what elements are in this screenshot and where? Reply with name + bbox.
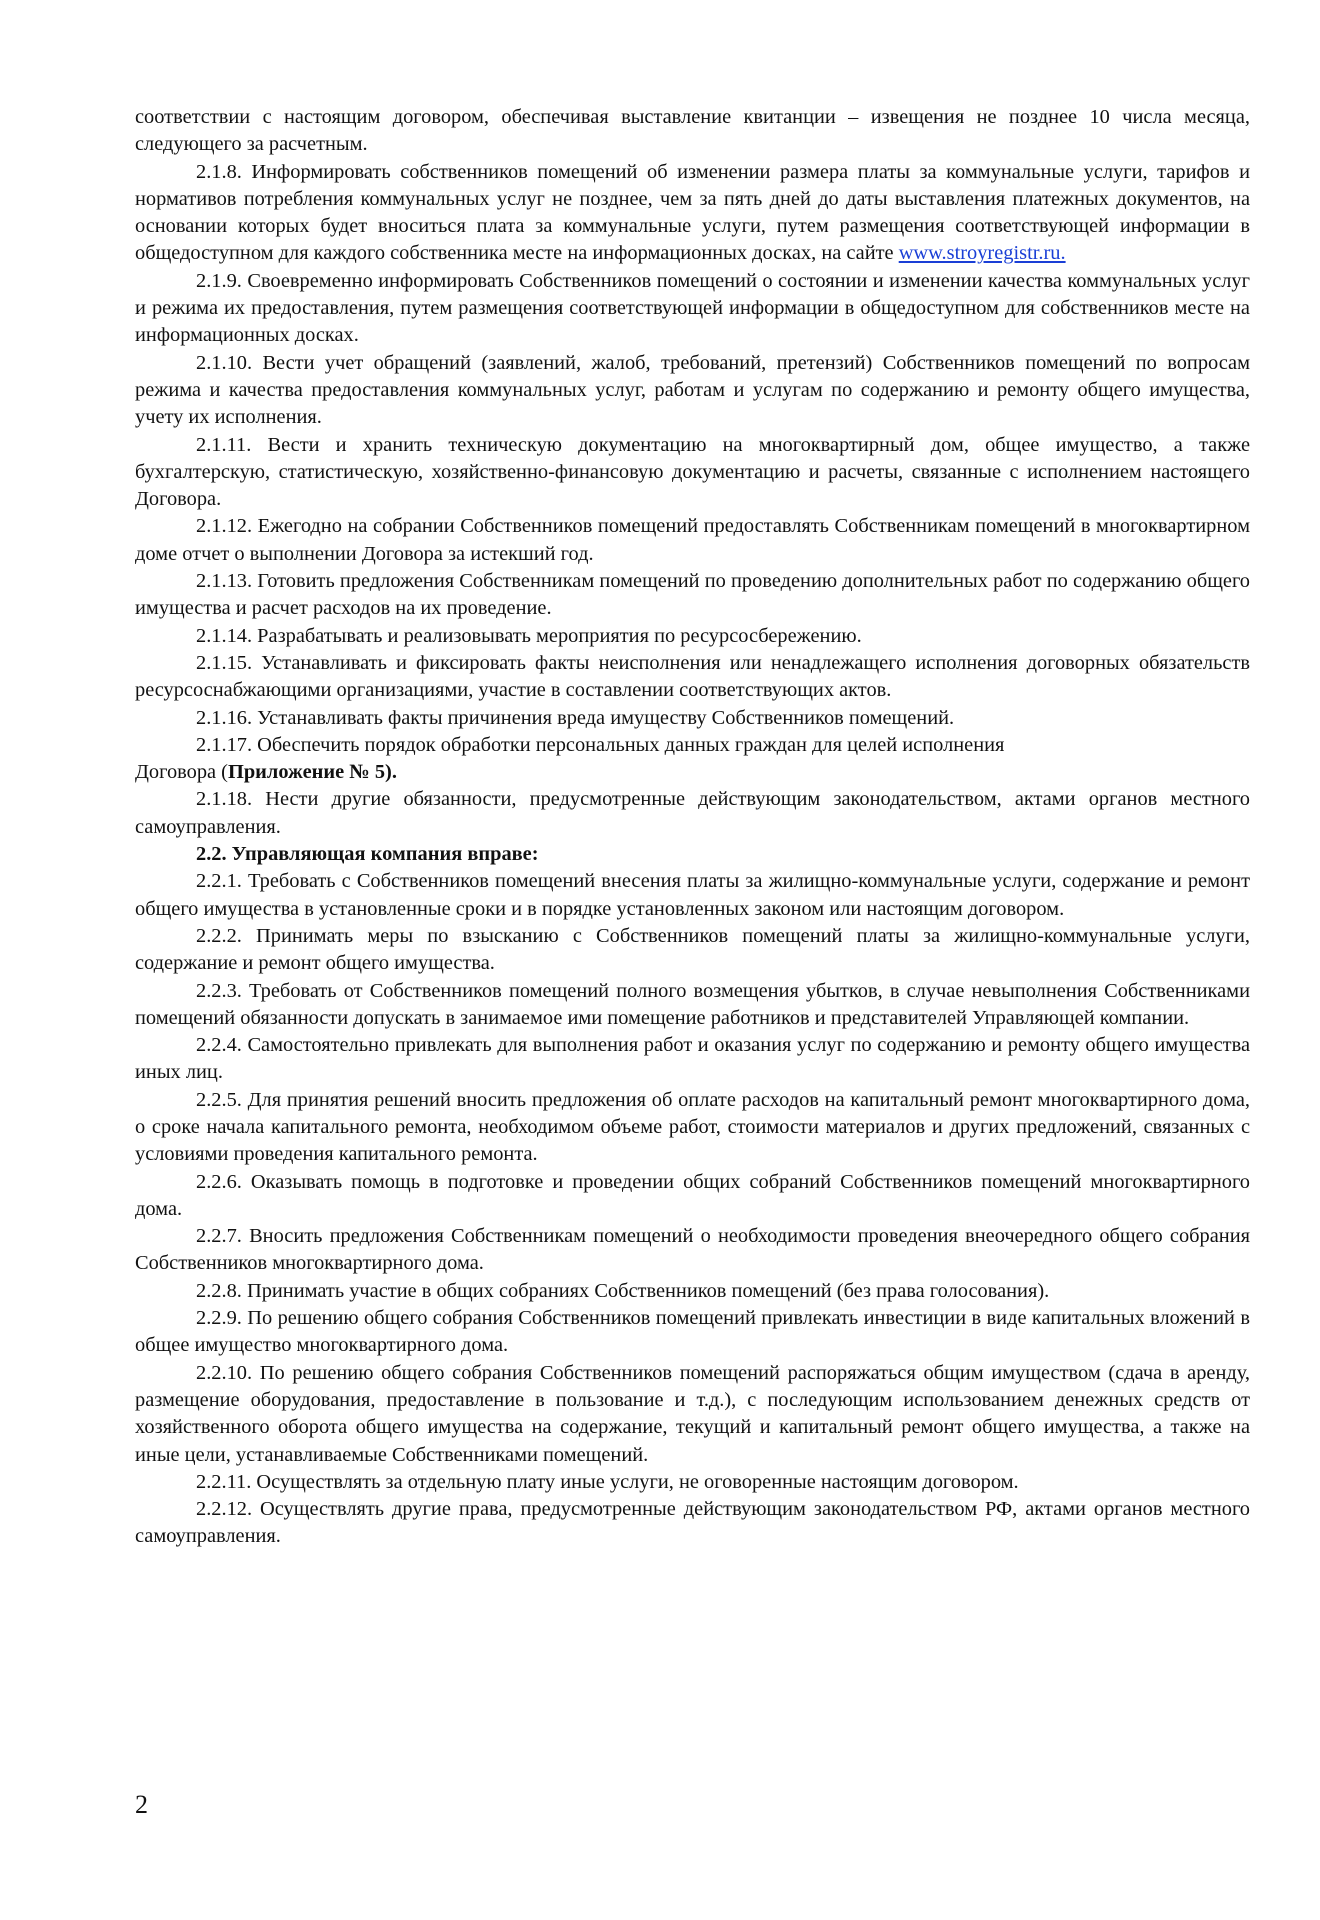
paragraph-2-2-7: 2.2.7. Вносить предложения Собственникам помещений о необходимости проведения внеочередного общего собрания Собственников многоквартирного дома. bbox=[135, 1225, 1250, 1275]
paragraph-2-1-16: 2.1.16. Устанавливать факты причинения вреда имуществу Собственников помещений. bbox=[196, 706, 955, 729]
paragraph-2-1-11: 2.1.11. Вести и хранить техническую документацию на многоквартирный дом, общее имущество, а также бухгалтерскую, статистическую, хозяйственно-финансовую документацию и расчеты, связанные с исполнением настоящего Договора. bbox=[135, 433, 1250, 511]
paragraph-2-2-11: 2.2.11. Осуществлять за отдельную плату иные услуги, не оговоренные настоящим договором. bbox=[196, 1470, 1019, 1493]
paragraph-intro: соответствии с настоящим договором, обеспечивая выставление квитанции – извещения не позднее 10 числа месяца, следующего за расчетным. bbox=[135, 106, 1250, 156]
website-link[interactable]: www.stroyregistr.ru. bbox=[898, 242, 1066, 265]
paragraph-2-2-1: 2.2.1. Требовать с Собственников помещений внесения платы за жилищно-коммунальные услуги, содержание и ремонт общего имущества в установленные сроки и в порядке установленных законом или настоящим договором. bbox=[135, 870, 1250, 920]
document-page bbox=[135, 104, 1250, 1551]
paragraph-2-1-17-continuation bbox=[135, 759, 1250, 786]
paragraph-2-2-6: 2.2.6. Оказывать помощь в подготовке и проведении общих собраний Собственников помещений многоквартирного дома. bbox=[135, 1170, 1250, 1220]
paragraph-2-2-8: 2.2.8. Принимать участие в общих собраниях Собственников помещений (без права голосования). bbox=[196, 1279, 1050, 1302]
paragraph-2-2-3: 2.2.3. Требовать от Собственников помещений полного возмещения убытков, в случае невыполнения Собственниками помещений обязанности допускать в занимаемое ими помещение работников и представителей Управляющей компании. bbox=[135, 979, 1250, 1029]
paragraph-2-2-4: 2.2.4. Самостоятельно привлекать для выполнения работ и оказания услуг по содержанию и ремонту общего имущества иных лиц. bbox=[135, 1034, 1250, 1084]
paragraph-2-1-13: 2.1.13. Готовить предложения Собственникам помещений по проведению дополнительных работ по содержанию общего имущества и расчет расходов на их проведение. bbox=[135, 570, 1250, 620]
paragraph-2-2-12: 2.2.12. Осуществлять другие права, предусмотренные действующим законодательством РФ, актами органов местного самоуправления. bbox=[135, 1498, 1250, 1548]
paragraph-2-1-12: 2.1.12. Ежегодно на собрании Собственников помещений предоставлять Собственникам помещений в многоквартирном доме отчет о выполнении Договора за истекший год. bbox=[135, 515, 1250, 565]
paragraph-2-1-10: 2.1.10. Вести учет обращений (заявлений, жалоб, требований, претензий) Собственников помещений по вопросам режима и качества предоставления коммунальных услуг, работам и услугам по содержанию и ремонту общего имущества, учету их исполнения. bbox=[135, 351, 1250, 429]
paragraph-2-1-15: 2.1.15. Устанавливать и фиксировать факты неисполнения или ненадлежащего исполнения договорных обязательств ресурсоснабжающими организациями, участие в составлении соответствующих актов. bbox=[135, 651, 1250, 702]
paragraph-2-1-9: 2.1.9. Своевременно информировать Собственников помещений о состоянии и изменении качества коммунальных услуг и режима их предоставления, путем размещения соответствующей информации в общедоступном для собственников месте на информационных досках. bbox=[135, 269, 1250, 347]
paragraph-2-1-8 bbox=[135, 159, 1250, 268]
page-number: 2 bbox=[135, 1790, 148, 1819]
paragraph-2-2-10: 2.2.10. По решению общего собрания Собственников помещений распоряжаться общим имуществом (сдача в аренду, размещение оборудования, предоставление в пользование и т.д.), с последующим использованием денежных средств от хозяйственного оборота общего имущества на содержание, текущий и капитальный ремонт общего имущества, а также на иные цели, устанавливаемые Собственниками помещений. bbox=[135, 1361, 1250, 1466]
paragraph-2-2-9: 2.2.9. По решению общего собрания Собственников помещений привлекать инвестиции в виде капитальных вложений в общее имущество многоквартирного дома. bbox=[135, 1307, 1250, 1357]
paragraph-2-2-2: 2.2.2. Принимать меры по взысканию с Собственников помещений платы за жилищно-коммунальные услуги, содержание и ремонт общего имущества. bbox=[135, 924, 1250, 975]
appendix-reference: Приложение № 5). bbox=[227, 761, 397, 784]
paragraph-2-1-14: 2.1.14. Разрабатывать и реализовывать мероприятия по ресурсосбережению. bbox=[196, 624, 862, 647]
paragraph-2-1-18: 2.1.18. Нести другие обязанности, предусмотренные действующим законодательством, актами органов местного самоуправления. bbox=[135, 788, 1250, 838]
paragraph-2-1-17-cont-text: Договора ( bbox=[135, 761, 228, 784]
paragraph-2-2-5: 2.2.5. Для принятия решений вносить предложения об оплате расходов на капитальный ремонт многоквартирного дома, о сроке начала капитального ремонта, необходимом объеме работ, стоимости материалов и других предложений, связанных с условиями проведения капитального ремонта. bbox=[135, 1088, 1250, 1166]
paragraph-2-1-17: 2.1.17. Обеспечить порядок обработки персональных данных граждан для целей исполнения bbox=[196, 733, 1005, 756]
section-heading-2-2: 2.2. Управляющая компания вправе: bbox=[196, 843, 539, 866]
paragraph-2-1-8-text: 2.1.8. Информировать собственников помещений об изменении размера платы за коммунальные услуги, тарифов и нормативов потребления коммунальных услуг не позднее, чем за пять дней до даты выставления платежных документов, на основании которых будет вноситься плата за коммунальные услуги, путем размещения соответствующей информации в общедоступном для каждого собственника месте на информационных досках, на сайте bbox=[135, 160, 1250, 265]
